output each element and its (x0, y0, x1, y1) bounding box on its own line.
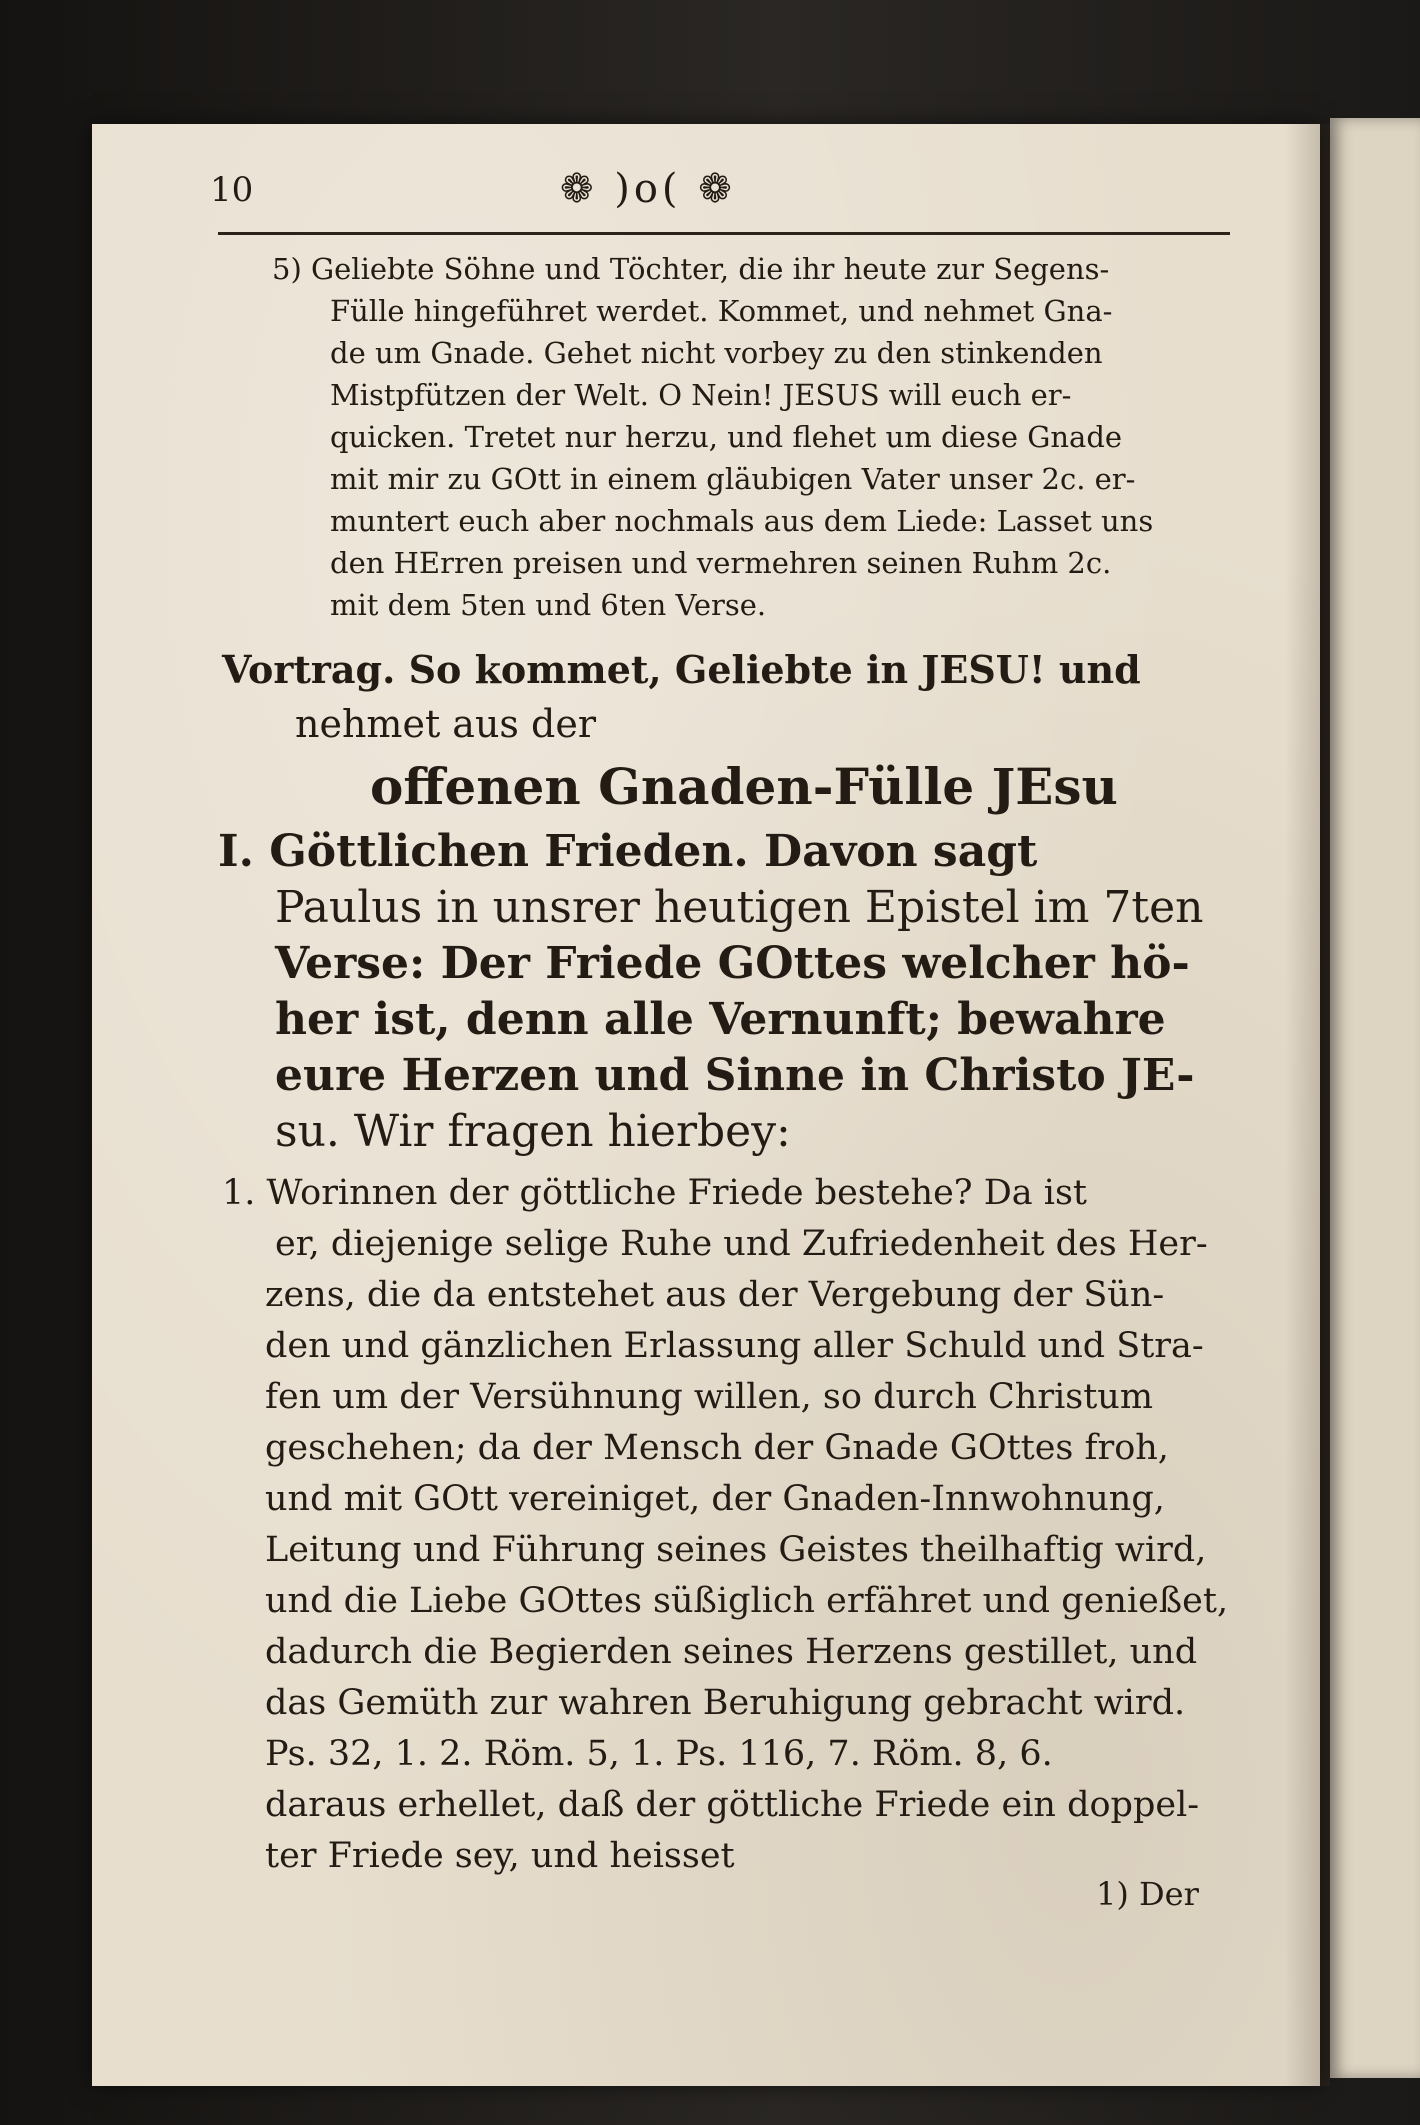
text-line: mit mir zu GOtt in einem gläubigen Vater unser 2c. er- (330, 462, 1136, 496)
text-line: her ist, denn alle Vernunft; bewahre (275, 994, 1166, 1045)
text-line: dadurch die Begierden seines Herzens gestillet, und (265, 1632, 1198, 1672)
next-page-edge (1330, 118, 1420, 2078)
text-line: den und gänzlichen Erlassung aller Schuld und Stra- (265, 1326, 1204, 1366)
main-heading: offenen Gnaden-Fülle JEsu (370, 757, 1118, 816)
text-line: das Gemüth zur wahren Beruhigung gebracht wird. (265, 1683, 1186, 1723)
gutter-shadow (1285, 124, 1330, 2086)
text-line: 1. Worinnen der göttliche Friede bestehe? Da ist (222, 1173, 1087, 1213)
section-heading: I. Göttlichen Frieden. Davon sagt (218, 826, 1038, 877)
text-line: zens, die da entstehet aus der Vergebung der Sün- (265, 1275, 1165, 1315)
header-rule (218, 232, 1230, 235)
page-number: 10 (210, 170, 254, 210)
text-line: ter Friede sey, und heisset (265, 1836, 735, 1876)
text-line: Vortrag. So kommet, Geliebte in JESU! und (222, 647, 1141, 692)
text-line: Mistpfützen der Welt. O Nein! JESUS will euch er- (330, 378, 1072, 412)
text-line: Paulus in unsrer heutigen Epistel im 7ten (275, 882, 1204, 933)
text-line: und die Liebe GOttes süßiglich erfähret und genießet, (265, 1581, 1229, 1621)
text-line: Fülle hingeführet werdet. Kommet, und nehmet Gna- (330, 294, 1113, 328)
text-line: su. Wir fragen hierbey: (275, 1106, 791, 1157)
text-line: muntert euch aber nochmals aus dem Liede: Lasset uns (330, 504, 1154, 538)
text-line: den HErren preisen und vermehren seinen Ruhm 2c. (330, 546, 1112, 580)
text-line: Verse: Der Friede GOttes welcher hö- (275, 938, 1190, 989)
text-line: eure Herzen und Sinne in Christo JE- (275, 1050, 1195, 1101)
text-line: geschehen; da der Mensch der Gnade GOttes froh, (265, 1428, 1169, 1468)
text-line: de um Gnade. Gehet nicht vorbey zu den stinkenden (330, 336, 1103, 370)
text-line: fen um der Versühnung willen, so durch Christum (265, 1377, 1154, 1417)
catchword: 1) Der (1096, 1875, 1199, 1913)
text-line: daraus erhellet, daß der göttliche Friede ein doppel- (265, 1785, 1200, 1825)
text-line: mit dem 5ten und 6ten Verse. (330, 588, 767, 622)
text-line: nehmet aus der (295, 702, 596, 746)
text-line: Ps. 32, 1. 2. Röm. 5, 1. Ps. 116, 7. Röm. 8, 6. (265, 1734, 1053, 1774)
header-ornament: ❁ )o( ❁ (560, 166, 736, 212)
text-line: Leitung und Führung seines Geistes theilhaftig wird, (265, 1530, 1207, 1570)
text-line: 5) Geliebte Söhne und Töchter, die ihr heute zur Segens- (272, 252, 1110, 286)
text-line: und mit GOtt vereiniget, der Gnaden-Innwohnung, (265, 1479, 1165, 1519)
text-line: er, diejenige selige Ruhe und Zufriedenheit des Her- (275, 1224, 1208, 1264)
text-line: quicken. Tretet nur herzu, und flehet um diese Gnade (330, 420, 1123, 454)
